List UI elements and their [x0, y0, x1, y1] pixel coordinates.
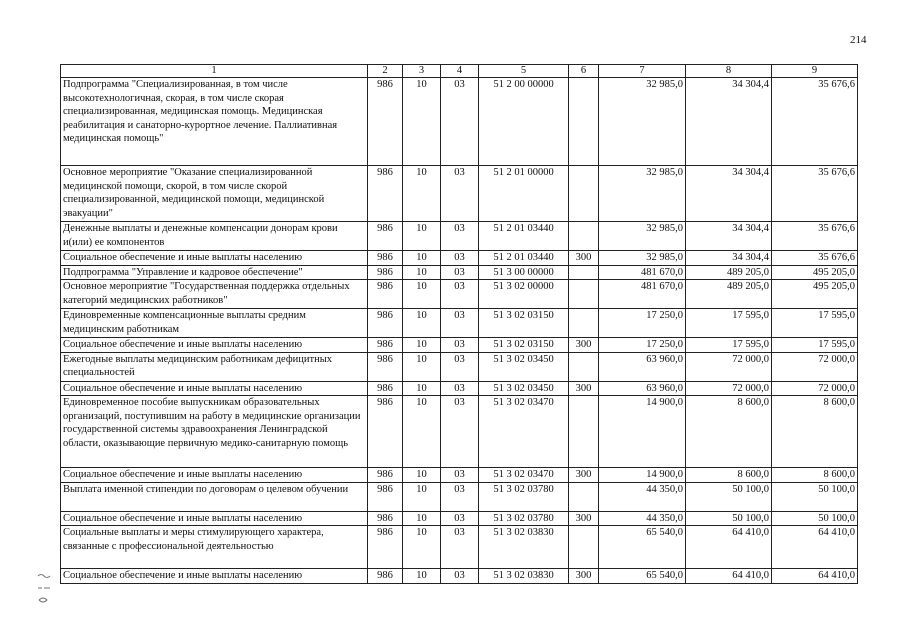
- row-col3-cell: 10: [403, 251, 441, 266]
- row-col7-cell: 14 900,0: [599, 468, 686, 483]
- row-col3-cell: 10: [403, 511, 441, 526]
- row-col9-cell: 64 410,0: [772, 526, 858, 569]
- column-header: 7: [599, 65, 686, 78]
- row-col3-cell: 10: [403, 482, 441, 511]
- row-col7-cell: 65 540,0: [599, 569, 686, 584]
- row-col5-cell: 51 3 02 00000: [479, 280, 569, 309]
- row-col6-cell: 300: [569, 381, 599, 396]
- row-col7-cell: 32 985,0: [599, 78, 686, 166]
- row-col3-cell: 10: [403, 222, 441, 251]
- row-col3-cell: 10: [403, 396, 441, 468]
- row-col4-cell: 03: [441, 265, 479, 280]
- row-col6-cell: 300: [569, 468, 599, 483]
- row-col6-cell: [569, 526, 599, 569]
- row-col5-cell: 51 3 02 03780: [479, 482, 569, 511]
- row-name-cell: Ежегодные выплаты медицинским работникам дефицитных специальностей: [61, 352, 368, 381]
- table-row: [61, 396, 858, 468]
- row-name-cell: Основное мероприятие "Государственная поддержка отдельных категорий медицинских работников": [61, 280, 368, 309]
- row-name-cell: Единовременное пособие выпускникам образовательных организаций, поступившим на работу в медицинские организации государственной системы здравоохранения Ленинградской области, оказывающие первичную медико-санитарную помощь: [61, 396, 368, 468]
- table-row: [61, 526, 858, 569]
- row-col5-cell: 51 3 02 03150: [479, 338, 569, 353]
- row-col5-cell: 51 2 01 03440: [479, 251, 569, 266]
- row-col8-cell: 34 304,4: [686, 78, 772, 166]
- row-col5-cell: 51 3 02 03470: [479, 468, 569, 483]
- row-col9-cell: 495 205,0: [772, 265, 858, 280]
- row-col4-cell: 03: [441, 78, 479, 166]
- row-col2-cell: 986: [368, 396, 403, 468]
- row-col9-cell: 50 100,0: [772, 511, 858, 526]
- row-col9-cell: 495 205,0: [772, 280, 858, 309]
- row-col4-cell: 03: [441, 166, 479, 222]
- row-col9-cell: 50 100,0: [772, 482, 858, 511]
- row-col8-cell: 64 410,0: [686, 526, 772, 569]
- row-col9-cell: 35 676,6: [772, 251, 858, 266]
- row-col6-cell: [569, 352, 599, 381]
- row-col4-cell: 03: [441, 526, 479, 569]
- row-col5-cell: 51 3 02 03150: [479, 309, 569, 338]
- row-col8-cell: 489 205,0: [686, 280, 772, 309]
- table-row: [61, 338, 858, 353]
- row-col2-cell: 986: [368, 222, 403, 251]
- row-col4-cell: 03: [441, 251, 479, 266]
- row-name-cell: Социальное обеспечение и иные выплаты населению: [61, 251, 368, 266]
- row-col3-cell: 10: [403, 166, 441, 222]
- row-col7-cell: 32 985,0: [599, 222, 686, 251]
- row-col3-cell: 10: [403, 338, 441, 353]
- row-name-cell: Денежные выплаты и денежные компенсации донорам крови и(или) ее компонентов: [61, 222, 368, 251]
- scan-mark-icon: [36, 572, 54, 608]
- row-col5-cell: 51 3 02 03450: [479, 352, 569, 381]
- row-col6-cell: [569, 265, 599, 280]
- row-name-cell: Основное мероприятие "Оказание специализированной медицинской помощи, скорой, в том числе скорой специализированной, медицинской помощи, медицинской эвакуации": [61, 166, 368, 222]
- row-col2-cell: 986: [368, 468, 403, 483]
- table-row: [61, 309, 858, 338]
- row-name-cell: Социальное обеспечение и иные выплаты населению: [61, 511, 368, 526]
- row-col5-cell: 51 2 00 00000: [479, 78, 569, 166]
- row-col2-cell: 986: [368, 309, 403, 338]
- row-col2-cell: 986: [368, 251, 403, 266]
- table-row: [61, 468, 858, 483]
- row-col8-cell: 64 410,0: [686, 569, 772, 584]
- column-header: 2: [368, 65, 403, 78]
- table-header-row: [61, 65, 858, 78]
- row-col5-cell: 51 3 00 00000: [479, 265, 569, 280]
- row-col7-cell: 32 985,0: [599, 166, 686, 222]
- row-name-cell: Подпрограмма "Специализированная, в том числе высокотехнологичная, скорая, в том числе скорая специализированная, медицинская помощь. Медицинская реабилитация и санаторно-курортное лечение. Паллиативная медицинская помощь": [61, 78, 368, 166]
- row-col2-cell: 986: [368, 280, 403, 309]
- row-col8-cell: 72 000,0: [686, 381, 772, 396]
- row-col4-cell: 03: [441, 396, 479, 468]
- row-col8-cell: 17 595,0: [686, 309, 772, 338]
- row-col6-cell: 300: [569, 569, 599, 584]
- row-col4-cell: 03: [441, 338, 479, 353]
- row-col5-cell: 51 3 02 03830: [479, 569, 569, 584]
- row-col6-cell: [569, 78, 599, 166]
- row-col4-cell: 03: [441, 381, 479, 396]
- row-col3-cell: 10: [403, 569, 441, 584]
- row-col9-cell: 35 676,6: [772, 222, 858, 251]
- row-col2-cell: 986: [368, 166, 403, 222]
- row-col5-cell: 51 3 02 03470: [479, 396, 569, 468]
- row-col3-cell: 10: [403, 78, 441, 166]
- table-row: [61, 222, 858, 251]
- table-row: [61, 511, 858, 526]
- column-header: 6: [569, 65, 599, 78]
- row-col4-cell: 03: [441, 309, 479, 338]
- row-col8-cell: 8 600,0: [686, 396, 772, 468]
- row-name-cell: Социальное обеспечение и иные выплаты населению: [61, 381, 368, 396]
- row-col5-cell: 51 3 02 03450: [479, 381, 569, 396]
- column-header: 9: [772, 65, 858, 78]
- column-header: 1: [61, 65, 368, 78]
- column-header: 5: [479, 65, 569, 78]
- row-col9-cell: 17 595,0: [772, 309, 858, 338]
- row-col6-cell: 300: [569, 511, 599, 526]
- row-col3-cell: 10: [403, 309, 441, 338]
- row-col7-cell: 44 350,0: [599, 482, 686, 511]
- row-col5-cell: 51 3 02 03780: [479, 511, 569, 526]
- row-col5-cell: 51 3 02 03830: [479, 526, 569, 569]
- table-row: [61, 166, 858, 222]
- row-col8-cell: 50 100,0: [686, 511, 772, 526]
- row-col6-cell: [569, 280, 599, 309]
- row-col9-cell: 17 595,0: [772, 338, 858, 353]
- row-col7-cell: 63 960,0: [599, 381, 686, 396]
- row-col7-cell: 63 960,0: [599, 352, 686, 381]
- table-row: [61, 78, 858, 166]
- row-col6-cell: [569, 166, 599, 222]
- row-col2-cell: 986: [368, 338, 403, 353]
- row-col8-cell: 17 595,0: [686, 338, 772, 353]
- row-col7-cell: 65 540,0: [599, 526, 686, 569]
- row-col3-cell: 10: [403, 468, 441, 483]
- page-number: 214: [850, 34, 867, 46]
- row-col6-cell: [569, 482, 599, 511]
- row-col4-cell: 03: [441, 482, 479, 511]
- row-col4-cell: 03: [441, 352, 479, 381]
- row-col9-cell: 35 676,6: [772, 166, 858, 222]
- row-col4-cell: 03: [441, 569, 479, 584]
- table-row: [61, 569, 858, 584]
- row-col7-cell: 17 250,0: [599, 309, 686, 338]
- column-header: 4: [441, 65, 479, 78]
- row-col2-cell: 986: [368, 352, 403, 381]
- table-row: [61, 265, 858, 280]
- row-col8-cell: 72 000,0: [686, 352, 772, 381]
- table-row: [61, 280, 858, 309]
- budget-table: [60, 64, 858, 584]
- row-col2-cell: 986: [368, 569, 403, 584]
- row-col3-cell: 10: [403, 352, 441, 381]
- table-row: [61, 251, 858, 266]
- row-col9-cell: 64 410,0: [772, 569, 858, 584]
- row-col2-cell: 986: [368, 78, 403, 166]
- row-col8-cell: 50 100,0: [686, 482, 772, 511]
- row-name-cell: Подпрограмма "Управление и кадровое обеспечение": [61, 265, 368, 280]
- row-col5-cell: 51 2 01 03440: [479, 222, 569, 251]
- row-col7-cell: 32 985,0: [599, 251, 686, 266]
- row-col8-cell: 34 304,4: [686, 251, 772, 266]
- row-col8-cell: 34 304,4: [686, 166, 772, 222]
- column-header: 8: [686, 65, 772, 78]
- row-col3-cell: 10: [403, 280, 441, 309]
- row-col8-cell: 34 304,4: [686, 222, 772, 251]
- row-col2-cell: 986: [368, 526, 403, 569]
- row-col6-cell: [569, 396, 599, 468]
- row-col8-cell: 8 600,0: [686, 468, 772, 483]
- row-col7-cell: 17 250,0: [599, 338, 686, 353]
- row-col9-cell: 8 600,0: [772, 468, 858, 483]
- row-col2-cell: 986: [368, 265, 403, 280]
- row-col6-cell: [569, 222, 599, 251]
- table-row: [61, 352, 858, 381]
- row-col8-cell: 489 205,0: [686, 265, 772, 280]
- table-row: [61, 381, 858, 396]
- table-body: [61, 78, 858, 584]
- row-col5-cell: 51 2 01 00000: [479, 166, 569, 222]
- row-name-cell: Социальные выплаты и меры стимулирующего характера, связанные с профессиональной деятельностью: [61, 526, 368, 569]
- row-col7-cell: 481 670,0: [599, 280, 686, 309]
- row-name-cell: Выплата именной стипендии по договорам о целевом обучении: [61, 482, 368, 511]
- row-name-cell: Социальное обеспечение и иные выплаты населению: [61, 468, 368, 483]
- row-col7-cell: 14 900,0: [599, 396, 686, 468]
- margin-stamp-marks: [36, 572, 56, 611]
- row-name-cell: Единовременные компенсационные выплаты средним медицинским работникам: [61, 309, 368, 338]
- row-col7-cell: 481 670,0: [599, 265, 686, 280]
- row-col3-cell: 10: [403, 265, 441, 280]
- row-col7-cell: 44 350,0: [599, 511, 686, 526]
- row-col9-cell: 72 000,0: [772, 352, 858, 381]
- table-row: [61, 482, 858, 511]
- row-col4-cell: 03: [441, 511, 479, 526]
- row-col6-cell: 300: [569, 338, 599, 353]
- row-col4-cell: 03: [441, 222, 479, 251]
- row-col6-cell: 300: [569, 251, 599, 266]
- row-name-cell: Социальное обеспечение и иные выплаты населению: [61, 569, 368, 584]
- row-col9-cell: 35 676,6: [772, 78, 858, 166]
- row-col2-cell: 986: [368, 381, 403, 396]
- row-col2-cell: 986: [368, 482, 403, 511]
- row-col3-cell: 10: [403, 526, 441, 569]
- row-name-cell: Социальное обеспечение и иные выплаты населению: [61, 338, 368, 353]
- row-col6-cell: [569, 309, 599, 338]
- row-col4-cell: 03: [441, 280, 479, 309]
- row-col3-cell: 10: [403, 381, 441, 396]
- row-col9-cell: 8 600,0: [772, 396, 858, 468]
- row-col2-cell: 986: [368, 511, 403, 526]
- row-col9-cell: 72 000,0: [772, 381, 858, 396]
- column-header: 3: [403, 65, 441, 78]
- row-col4-cell: 03: [441, 468, 479, 483]
